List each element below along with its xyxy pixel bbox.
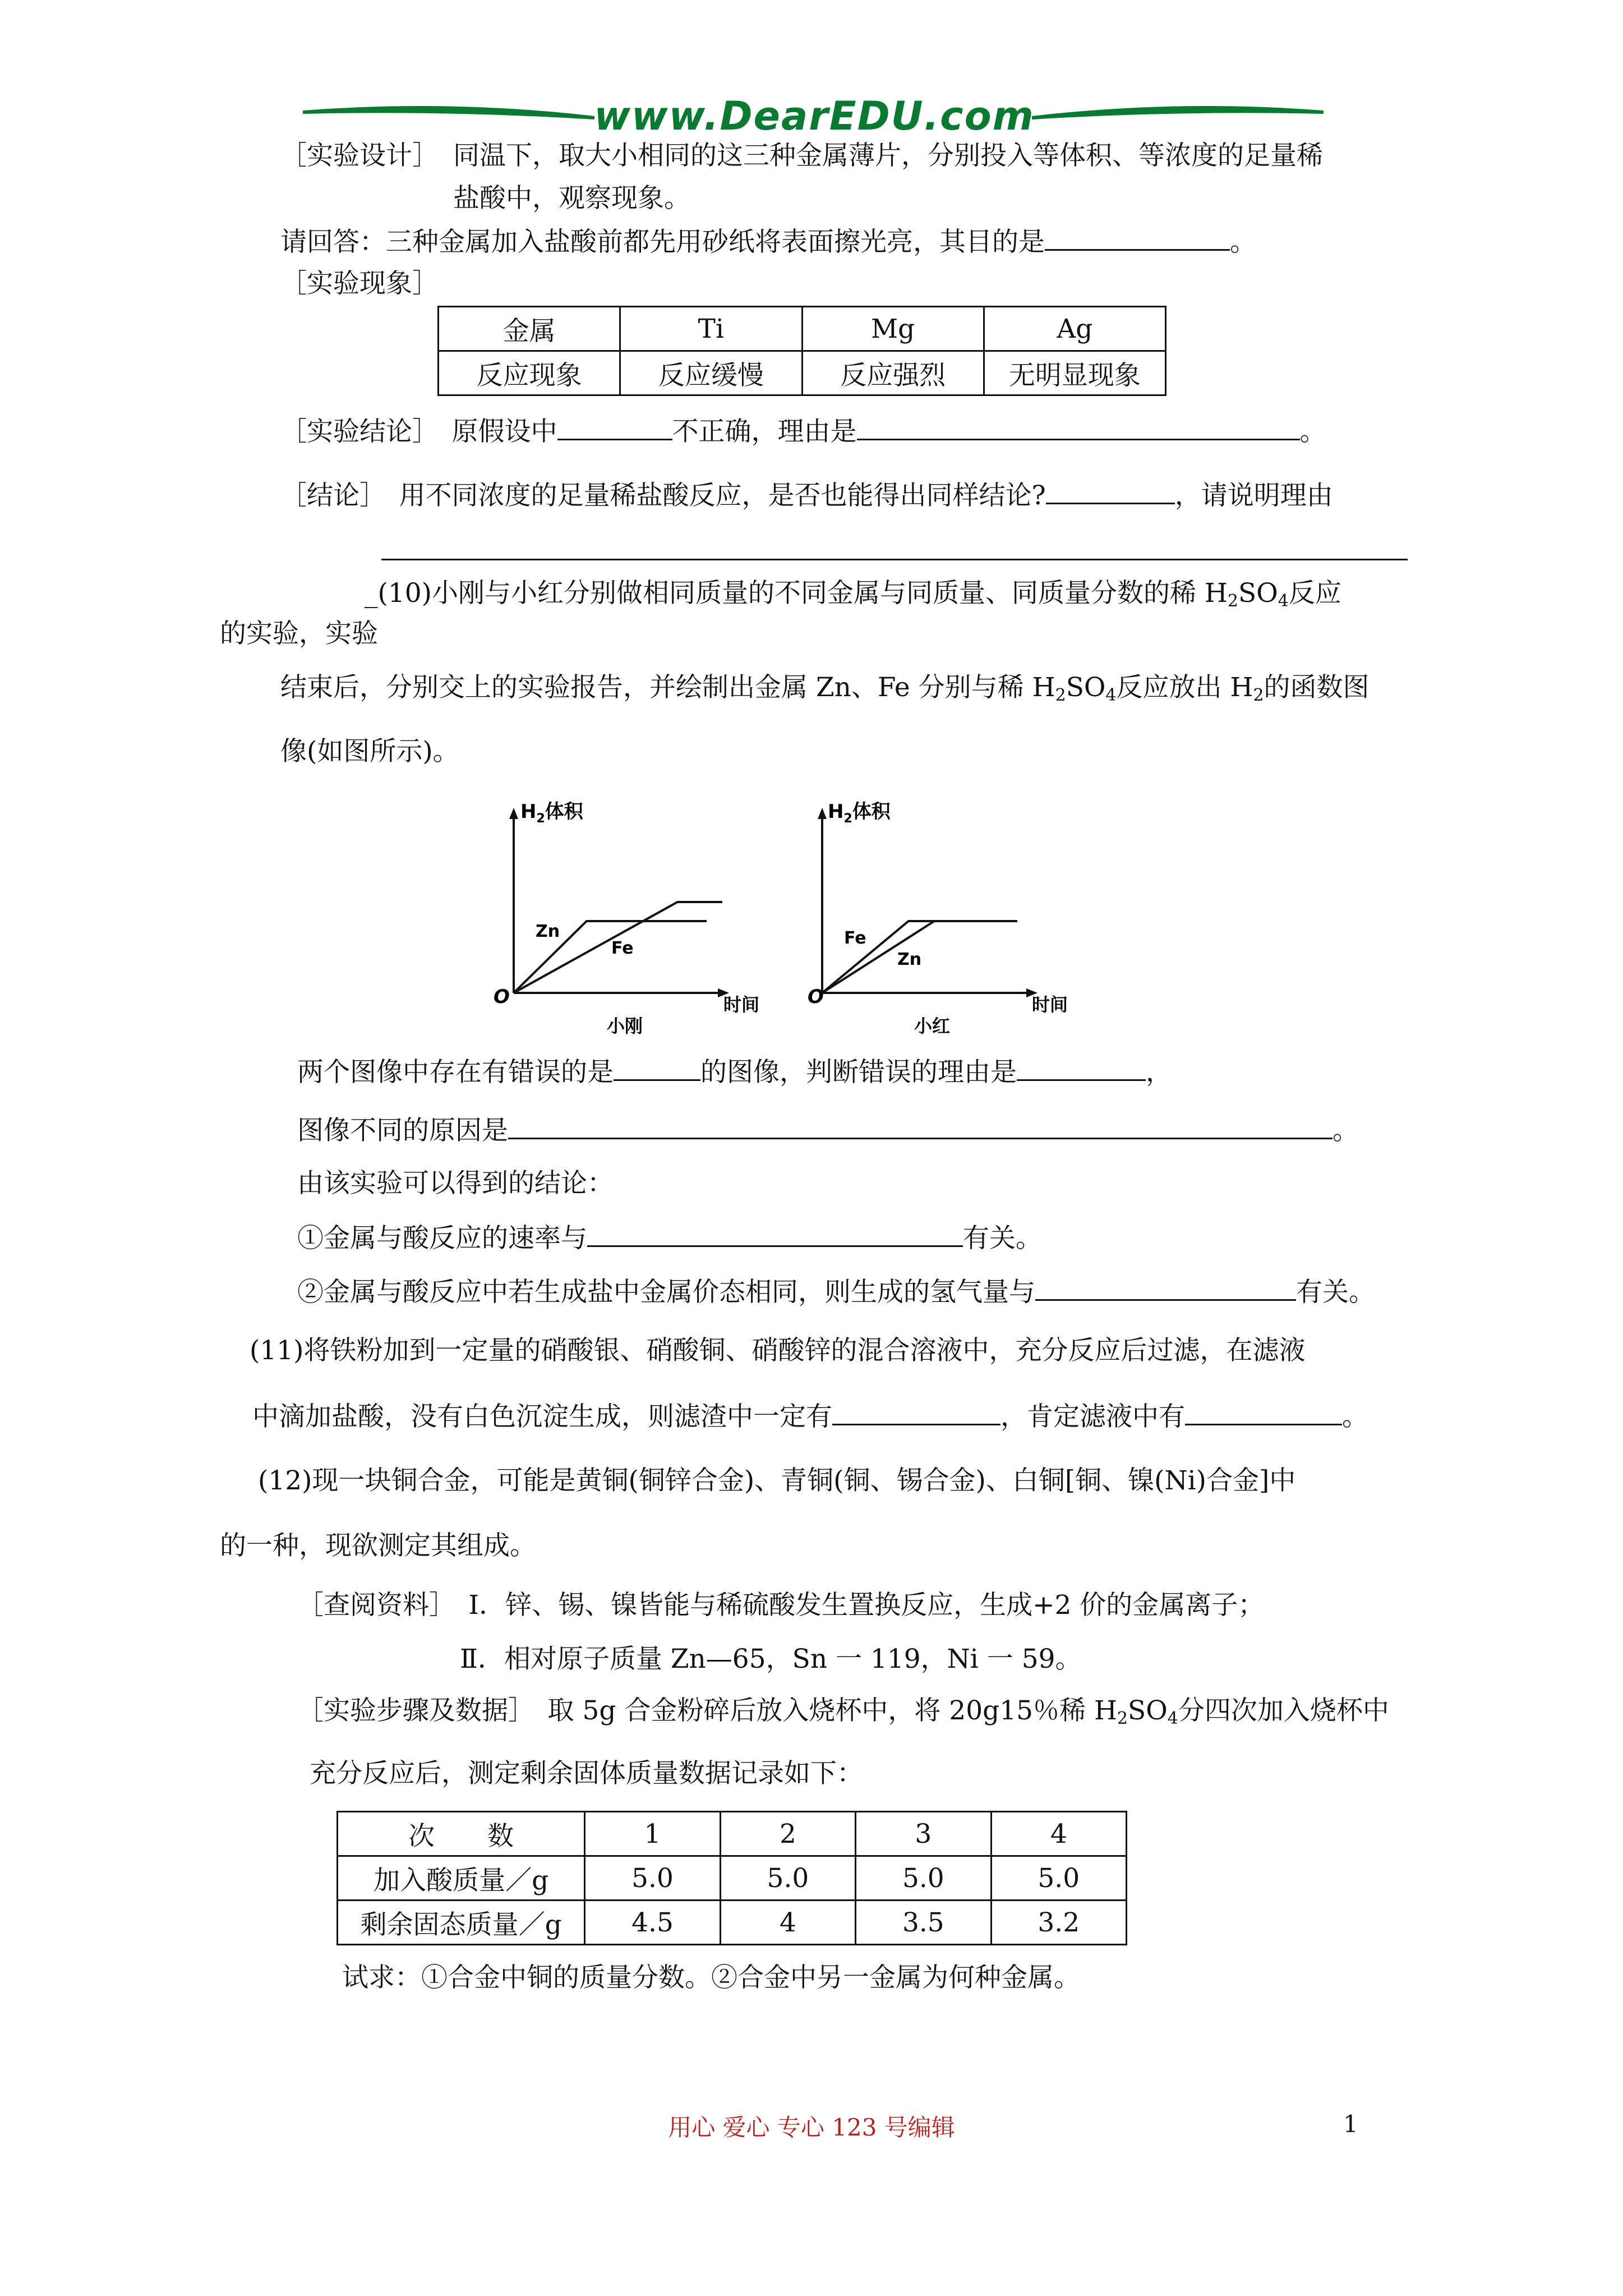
q10-line-2: 的实验，实验 [220,618,378,649]
chart-caption: 小刚 [607,1015,643,1037]
period: 。 [1230,227,1256,257]
table-row [338,1856,1127,1901]
y-axis-arrow [509,808,518,819]
q12-text: ［实验步骤及数据］ 取 5g 合金粉碎后放入烧杯中，将 20g15％稀 H [297,1695,1117,1726]
table-cell: 3.2 [991,1901,1126,1945]
q10-text: _(10)小刚与小红分别做相同质量的不同金属与同质量、同质量分数的稀 H [365,578,1228,609]
y-axis-arrow [818,808,827,819]
q10-conclusion-intro: 由该实验可以得到的结论： [297,1168,614,1199]
q12-line-2: 的一种，现欲测定其组成。 [220,1530,536,1561]
comma: ， [1146,1057,1172,1088]
q12-reference-2: Ⅱ．相对原子质量 Zn—65，Sn 一 119，Ni 一 59。 [460,1644,1082,1674]
period: 。 [1332,1115,1359,1146]
conclusion-reason-text: 不正确，理由是 [672,416,857,447]
q10-question-text: 两个图像中存在有错误的是 [297,1057,614,1088]
conclusion-item-text: ②金属与酸反应中若生成盐中金属价态相同，则生成的氢气量与 [297,1277,1035,1308]
banner-left-swoosh [303,108,594,118]
answer-line-explain[interactable] [381,559,1408,560]
table-cell: 反应强烈 [802,351,984,395]
experiment-phenomenon-tag: ［实验现象］ [280,268,439,299]
conclusion-text: ［实验结论］ 原假设中 [280,416,557,447]
table-cell: 金属 [439,307,620,351]
mass-data-table [336,1811,1127,1945]
q10-question-1 [297,1055,1172,1089]
conclusion-item-text: ①金属与酸反应的速率与 [297,1223,587,1254]
table-row [439,307,1166,351]
q11-line-2 [252,1399,1368,1434]
table-cell: 次 数 [338,1812,585,1856]
table-cell: Mg [802,307,984,351]
table-cell: 4 [991,1812,1126,1856]
series-label-zn: Zn [536,922,560,941]
table-cell: 4.5 [585,1901,720,1945]
answer-blank-wrong-reason[interactable] [1017,1055,1146,1081]
q10-text: 反应放出 H [1116,672,1253,703]
q10-text: 的函数图 [1264,672,1370,703]
period: 。 [1299,416,1326,447]
answer-blank-residue[interactable] [832,1399,1000,1425]
table-cell: 4 [720,1901,855,1945]
table-cell: Ag [984,307,1165,351]
q10-line-1 [365,577,1341,618]
q10-text: SO [1066,672,1106,703]
x-axis-label: 时间 [723,994,760,1015]
series-label-zn: Zn [897,950,922,969]
y-axis-label: $H_2$体积 [828,800,891,826]
answer-blank-reason[interactable] [857,414,1300,440]
page-number: 1 [1343,2110,1358,2138]
answer-blank-hypothesis[interactable] [557,414,672,440]
table-cell: 5.0 [856,1856,991,1901]
table-row [439,351,1166,395]
footer-text: 用心 爱心 专心 123 号编辑 [668,2114,955,2141]
q11-text: 中滴加盐酸，没有白色沉淀生成，则滤渣中一定有 [252,1401,832,1432]
q10-conclusion-2 [297,1274,1375,1309]
x-axis-label: 时间 [1032,994,1068,1015]
answer-blank-graph-difference[interactable] [508,1113,1332,1139]
q12-task: 试求：①合金中铜的质量分数。②合金中另一金属为何种金属。 [342,1962,1080,1993]
q10-text: 结束后，分别交上的实验报告，并绘制出金属 Zn、Fe 分别与稀 H [280,672,1055,703]
q12-steps-2: 充分反应后，测定剩余固体质量数据记录如下： [310,1758,863,1789]
q10-line-4: 像(如图所示)。 [280,736,459,767]
conclusion-question-text: ［结论］ 用不同浓度的足量稀盐酸反应，是否也能得出同样结论? [280,480,1046,511]
q10-text: SO [1238,578,1278,609]
q10-line-3 [280,671,1370,712]
subscript: 4 [1105,685,1117,705]
table-cell: Ti [620,307,802,351]
q12-steps-1 [297,1694,1389,1736]
experiment-design-text-2: 盐酸中，观察现象。 [453,183,690,214]
table-cell: 3 [856,1812,991,1856]
phenomenon-table [437,306,1166,396]
subscript: 4 [1167,1709,1178,1728]
q10-conclusion-1 [297,1221,1042,1255]
q10-text: 反应 [1288,578,1341,609]
q11-text: ，肯定滤液中有 [1000,1401,1185,1432]
answer-blank-wrong-graph[interactable] [614,1055,700,1081]
table-row [338,1812,1127,1856]
answer-blank-purpose[interactable] [1045,224,1230,251]
table-cell: 剩余固态质量／g [338,1901,585,1945]
experiment-conclusion [280,414,1326,449]
table-cell: 无明显现象 [984,351,1165,395]
conclusion-question [280,478,1333,513]
table-cell: 反应现象 [439,351,620,395]
q10-question-text: 的图像，判断错误的理由是 [700,1057,1017,1088]
period: 。 [1342,1401,1368,1432]
series-label-fe: Fe [844,928,866,948]
q12-reference-1: ［查阅资料］ Ⅰ．锌、锡、镍皆能与稀硫酸发生置换反应，生成+2 价的金属离子； [297,1590,1265,1621]
answer-blank-same-conclusion[interactable] [1046,478,1175,504]
table-row [338,1901,1127,1945]
y-axis-label: $H_2$体积 [520,800,583,826]
conclusion-item-text: 有关。 [1296,1277,1375,1308]
subscript: 2 [1055,685,1066,705]
q10-question-text: 图像不同的原因是 [297,1115,508,1146]
table-cell: 反应缓慢 [620,351,802,395]
subscript: 4 [1278,591,1289,611]
subscript: 2 [1117,1709,1128,1728]
table-cell: 5.0 [585,1856,720,1901]
q12-line-1: (12)现一块铜合金，可能是黄铜(铜锌合金)、青铜(铜、锡合金)、白铜[铜、镍(Ni)合金]中 [258,1465,1296,1496]
answer-blank-filtrate[interactable] [1185,1399,1342,1425]
table-cell: 5.0 [720,1856,855,1901]
question-purpose-text: 请回答：三种金属加入盐酸前都先用砂纸将表面擦光亮，其目的是 [280,227,1045,257]
series-label-fe: Fe [611,938,634,958]
table-cell: 2 [720,1812,855,1856]
answer-blank-hydrogen[interactable] [1035,1274,1296,1301]
table-cell: 1 [585,1812,720,1856]
chart-caption: 小红 [914,1015,951,1037]
chart-xiaogang [482,797,774,1043]
table-cell: 加入酸质量／g [338,1856,585,1901]
subscript: 2 [1227,591,1238,611]
q12-text: 分四次加入烧杯中 [1178,1695,1389,1726]
chart-xiaohong [808,797,1099,1043]
q10-question-2 [297,1113,1359,1148]
q12-text: SO [1128,1695,1168,1726]
experiment-design-tag: ［实验设计］ [280,140,439,171]
origin-label: O [808,986,824,1008]
header-site-text[interactable]: www.DearEDU.com [594,93,1035,139]
question-purpose [280,224,1256,259]
banner-right-swoosh [1032,108,1324,118]
origin-label: O [494,986,510,1008]
conclusion-item-text: 有关。 [963,1223,1042,1254]
table-cell: 5.0 [991,1856,1126,1901]
answer-blank-rate[interactable] [587,1221,963,1247]
subscript: 2 [1253,685,1264,705]
q11-line-1: (11)将铁粉加到一定量的硝酸银、硝酸铜、硝酸锌的混合溶液中，充分反应后过滤，在滤液 [250,1335,1306,1366]
table-cell: 3.5 [856,1901,991,1945]
explain-text: ，请说明理由 [1174,480,1333,511]
experiment-design-text: 同温下，取大小相同的这三种金属薄片，分别投入等体积、等浓度的足量稀 [453,140,1323,171]
